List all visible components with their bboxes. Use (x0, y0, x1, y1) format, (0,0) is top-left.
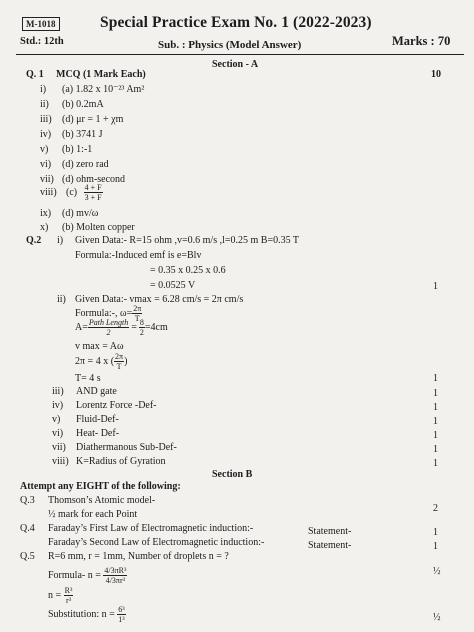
mcq-item: vi) (d) zero rad (40, 159, 109, 170)
q4-second-statement: Statement- (308, 540, 352, 551)
q2-ii-omega-fraction: $\frac{2\pi}{T}$ (133, 304, 142, 324)
q5-formula-marks: ½ (433, 566, 441, 577)
mcq-item: ix) (d) mv/ω (40, 208, 99, 219)
section-a-title: Section - A (212, 59, 259, 70)
q2-i-marks: 1 (433, 281, 438, 292)
mcq-item: viii) (c) $\frac{4 + F}{3 + F}$ (40, 183, 102, 203)
q2-ii-amplitude-fraction: $\frac{\text{Path Length}}{2}$ (88, 318, 129, 338)
mcq-item: x) (b) Molten copper (40, 222, 135, 233)
q2-i-given: Given Data:- R=15 ohm ,v=0.6 m/s ,l=0.25 m B=0.35 T (75, 235, 300, 246)
total-marks: Marks : 70 (392, 34, 451, 48)
section-b-instruction: Attempt any EIGHT of the following: (20, 481, 181, 492)
q4-first-law: Faraday’s First Law of Electromagnetic induction:- (48, 523, 254, 534)
q5-formula-fraction: $\frac{\text{4/3πR³}}{\text{4/3πr³}}$ (104, 566, 127, 586)
q5-substitution: Substitution: n = $\frac{\text{6³}}{\text{1³}}$ (48, 605, 125, 625)
q2-answer-item: viii) K=Radius of Gyration (52, 456, 166, 467)
mcq-item: i) (a) 1.82 x 10⁻²³ Am² (40, 84, 145, 95)
q2-ii-equation-fraction: $\frac{2\pi}{T}$ (115, 352, 124, 372)
mcq-item: vii) (d) ohm-second (40, 174, 126, 185)
q3-marking-note: ½ mark for each Point (48, 509, 138, 520)
mcq-fraction: $\frac{4 + F}{3 + F}$ (84, 183, 102, 203)
mcq-item: iii) (d) μr = 1 + χm (40, 114, 124, 125)
q2-answer-marks: 1 (433, 402, 438, 413)
q2-answer-marks: 1 (433, 416, 438, 427)
exam-code-box (22, 17, 60, 31)
q5-ratio: n = $\frac{\text{R³}}{\text{r³}}$ (48, 586, 73, 606)
q2-i-number: i) (57, 235, 64, 246)
q2-ii-period: T= 4 s (75, 373, 101, 384)
q2-answer-item: vi) Heat- Def- (52, 428, 120, 439)
q2-ii-marks: 1 (433, 373, 438, 384)
q2-ii-vmax: v max = Aω (75, 341, 124, 352)
exam-title: Special Practice Exam No. 1 (2022-2023) (100, 14, 372, 31)
q2-answer-marks: 1 (433, 430, 438, 441)
q5-substitution-fraction: $\frac{\text{6³}}{\text{1³}}$ (118, 605, 125, 625)
q2-i-result: = 0.0525 V (150, 280, 196, 291)
q2-ii-amplitude: A= $\frac{\text{Path Length}}{2}$ = $\frac{8}{2}$ =4cm (75, 318, 168, 338)
mcq-item: v) (b) 1:-1 (40, 144, 93, 155)
q5-ratio-fraction: $\frac{\text{R³}}{\text{r³}}$ (64, 586, 73, 606)
q3-answer: Thomson’s Atomic model- (48, 495, 156, 506)
q4-first-marks: 1 (433, 527, 438, 538)
q1-title: MCQ (1 Mark Each) (56, 69, 146, 80)
q2-ii-number: ii) (57, 294, 66, 305)
q2-answer-marks: 1 (433, 388, 438, 399)
q2-answer-item: iv) Lorentz Force -Def- (52, 400, 157, 411)
mcq-item: iv) (b) 3741 J (40, 129, 103, 140)
subject-label: Sub. : Physics (Model Answer) (158, 39, 302, 51)
q4-first-statement: Statement- (308, 526, 352, 537)
q4-label: Q.4 (20, 523, 35, 534)
q4-second-law: Faraday’s Second Law of Electromagnetic induction:- (48, 537, 265, 548)
q2-ii-amplitude-value-fraction: $\frac{8}{2}$ (139, 318, 144, 338)
header-divider (16, 54, 464, 55)
mcq-item: ii) (b) 0.2mA (40, 99, 104, 110)
q1-label: Q. 1 (26, 69, 44, 80)
q4-second-marks: 1 (433, 541, 438, 552)
q1-marks: 10 (431, 69, 441, 80)
exam-code: M-1018 (26, 19, 56, 29)
q2-label: Q.2 (26, 235, 42, 246)
q2-answer-item: vii) Diathermanous Sub-Def- (52, 442, 177, 453)
standard-label: Std.: 12th (20, 36, 64, 47)
q5-formula: Formula- n = $\frac{\text{4/3πR³}}{\text{4/3πr³}}$ (48, 566, 127, 586)
q5-substitution-marks: ½ (433, 612, 441, 623)
q2-answer-marks: 1 (433, 458, 438, 469)
q2-answer-item: v) Fluid-Def- (52, 414, 119, 425)
q2-i-formula: Formula:-Induced emf is e=Blv (75, 250, 202, 261)
section-b-title: Section B (212, 469, 253, 480)
q2-ii-given: Given Data:- vmax = 6.28 cm/s = 2π cm/s (75, 294, 244, 305)
q5-label: Q.5 (20, 551, 35, 562)
q5-given: R=6 mm, r = 1mm, Number of droplets n = ? (48, 551, 229, 562)
q3-label: Q.3 (20, 495, 35, 506)
q2-ii-formula: Formula:-, ω= $\frac{2\pi}{T}$ (75, 304, 142, 324)
q3-marks: 2 (433, 503, 438, 514)
q2-ii-equation: 2π = 4 x ( $\frac{2\pi}{T}$ ) (75, 352, 128, 372)
q2-answer-marks: 1 (433, 444, 438, 455)
q2-i-step: = 0.35 x 0.25 x 0.6 (150, 265, 226, 276)
q2-answer-item: iii) AND gate (52, 386, 117, 397)
